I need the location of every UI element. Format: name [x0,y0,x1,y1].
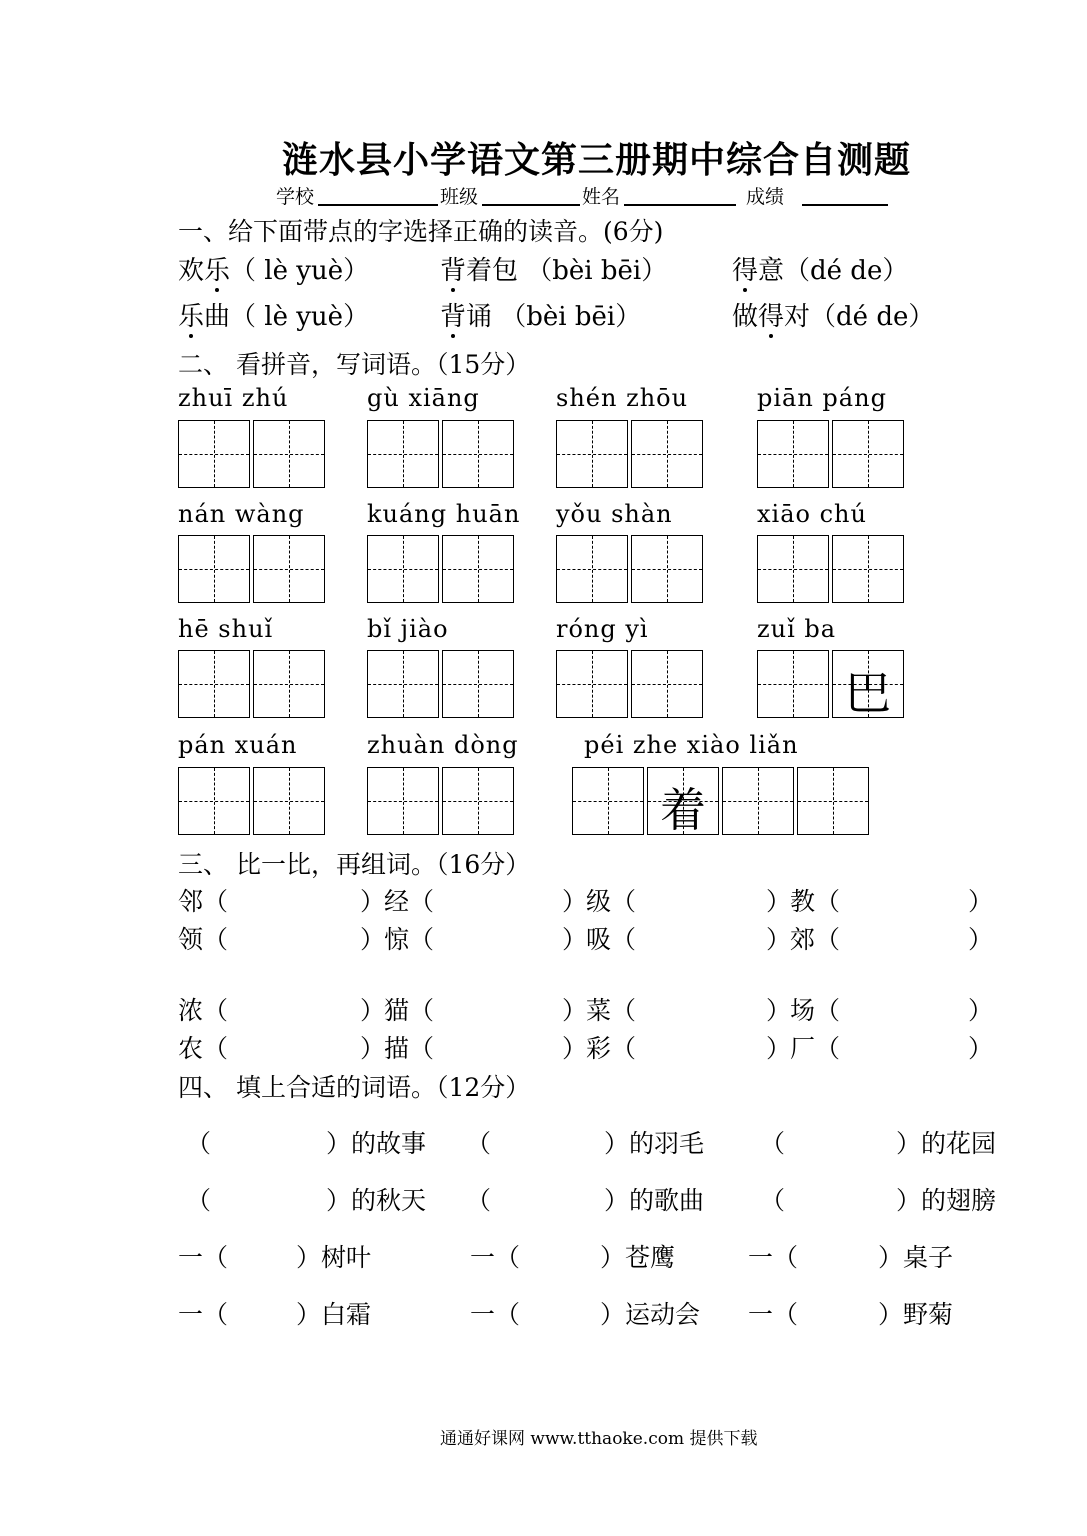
fill-phrase: ）的翅膀 [896,1186,997,1215]
writing-box[interactable] [631,420,703,488]
word-blank[interactable] [846,991,956,1021]
school-blank[interactable] [318,204,438,206]
word-blank[interactable] [440,882,550,912]
tianzige-group [556,535,706,603]
compare-char: 描（ [384,1034,435,1063]
close-paren: ） [766,887,792,916]
fill-blank[interactable] [218,1238,292,1268]
fill-blank[interactable] [506,1181,600,1211]
writing-box[interactable] [832,420,904,488]
pinyin-label: pán xuán [178,731,298,759]
tianzige-group [178,420,328,488]
word-blank[interactable] [846,920,956,950]
fill-phrase: ）的秋天 [326,1186,427,1215]
fill-phrase: ）运动会 [600,1300,701,1329]
fill-phrase: ）桌子 [878,1243,954,1272]
word-blank[interactable] [440,991,550,1021]
writing-box[interactable] [367,420,439,488]
fill-blank[interactable] [510,1295,596,1325]
pinyin-label: bǐ jiào [367,615,449,643]
item-text: 欢 [178,256,205,286]
word-blank[interactable] [440,920,550,950]
pinyin-label: róng yì [556,615,649,643]
given-char: 着 [660,783,706,837]
name-label: 姓名 [582,186,621,208]
fill-blank[interactable] [788,1238,874,1268]
close-paren: ） [562,925,588,954]
tianzige-group [178,650,328,718]
fill-phrase: ）野菊 [878,1300,954,1329]
tianzige-group [367,420,517,488]
score-label: 成绩 [746,186,785,208]
close-paren: ） [360,1034,386,1063]
writing-box[interactable] [253,420,325,488]
word-blank[interactable] [846,882,956,912]
reading-options[interactable]: （ lè yuè） [230,256,370,286]
section1-heading: 一、给下面带点的字选择正确的读音。(6分) [178,217,664,246]
writing-box[interactable] [367,767,439,835]
section4-heading: 四、 填上合适的词语。（12分） [178,1073,531,1102]
section3-heading: 三、 比一比，再组词。（16分） [178,850,531,879]
tianzige-group [757,535,907,603]
word-blank[interactable] [642,920,752,950]
writing-box[interactable] [367,535,439,603]
reading-options[interactable]: 对（dé de） [784,302,935,332]
word-blank[interactable] [234,882,344,912]
given-char: 巴 [845,666,891,720]
word-blank[interactable] [234,991,344,1021]
writing-box[interactable] [722,767,794,835]
compare-char: 领（ [178,925,229,954]
pinyin-label: xiāo chú [757,500,867,528]
compare-char: 菜（ [586,996,637,1025]
fill-blank[interactable] [226,1181,322,1211]
close-paren: ） [968,887,994,916]
compare-char: 惊（ [384,925,435,954]
fill-phrase: ）的羽毛 [604,1129,705,1158]
close-paren: ） [766,1034,792,1063]
pinyin-label: gù xiāng [367,384,480,412]
reading-item [440,296,641,333]
tianzige-group [367,535,517,603]
compare-char: 教（ [790,887,841,916]
writing-box[interactable] [631,535,703,603]
open-paren: 一（ [178,1243,229,1272]
fill-blank[interactable] [226,1124,322,1154]
page-title: 涟水县小学语文第三册期中综合自测题 [282,140,912,181]
fill-phrase: ）树叶 [296,1243,372,1272]
open-paren: 一（ [748,1300,799,1329]
fill-blank[interactable] [800,1181,892,1211]
tianzige-group [757,650,907,718]
compare-char: 经（ [384,887,435,916]
writing-box[interactable] [797,767,869,835]
writing-box[interactable] [178,420,250,488]
tianzige-group [556,420,706,488]
reading-options[interactable]: 曲（ lè yuè） [204,302,370,332]
tianzige-group [178,535,328,603]
word-blank[interactable] [642,882,752,912]
writing-box[interactable] [647,767,719,835]
fill-blank[interactable] [800,1124,892,1154]
pinyin-label: shén zhōu [556,384,689,412]
dotted-char: 背 [440,302,467,332]
writing-box[interactable] [442,767,514,835]
school-label: 学校 [276,186,315,208]
tianzige-group [556,650,706,718]
close-paren: ） [360,925,386,954]
reading-item [178,250,369,287]
pinyin-label: piān páng [757,384,887,412]
dotted-char: 得 [732,256,759,286]
tianzige-group [178,767,328,835]
pinyin-label: nán wàng [178,500,305,528]
writing-box[interactable] [556,650,628,718]
close-paren: ） [360,887,386,916]
writing-box[interactable] [178,650,250,718]
footer-credit: 通通好课网 www.tthaoke.com 提供下载 [440,1429,758,1449]
open-paren: （ [466,1186,492,1215]
fill-blank[interactable] [506,1124,600,1154]
dotted-char: 乐 [178,302,205,332]
compare-char: 浓（ [178,996,229,1025]
open-paren: （ [186,1186,212,1215]
reading-item [440,250,667,287]
pinyin-label: hē shuǐ [178,615,274,643]
writing-box[interactable] [556,420,628,488]
writing-box[interactable] [442,535,514,603]
compare-char: 吸（ [586,925,637,954]
writing-box[interactable] [757,535,829,603]
word-blank[interactable] [440,1029,550,1059]
pinyin-label: zhuàn dòng [367,731,519,759]
close-paren: ） [360,996,386,1025]
fill-phrase: ）白霜 [296,1300,372,1329]
tianzige-group [367,650,517,718]
dotted-char: 得 [758,302,785,332]
close-paren: ） [968,996,994,1025]
reading-item [178,296,369,333]
open-paren: 一（ [470,1300,521,1329]
fill-blank[interactable] [788,1295,874,1325]
writing-box[interactable] [832,650,904,718]
writing-box[interactable] [832,535,904,603]
open-paren: （ [186,1129,212,1158]
reading-options[interactable]: 诵 （bèi bēi） [466,302,642,332]
word-blank[interactable] [234,1029,344,1059]
writing-box[interactable] [757,650,829,718]
word-blank[interactable] [846,1029,956,1059]
writing-box[interactable] [178,767,250,835]
writing-box[interactable] [367,650,439,718]
tianzige-group [572,767,872,835]
compare-char: 邻（ [178,887,229,916]
writing-box[interactable] [572,767,644,835]
writing-box[interactable] [757,420,829,488]
fill-phrase: ）的故事 [326,1129,427,1158]
pinyin-label: zuǐ ba [757,615,837,643]
compare-char: 农（ [178,1034,229,1063]
fill-phrase: ）的歌曲 [604,1186,705,1215]
pinyin-label: kuáng huān [367,500,521,528]
compare-char: 场（ [790,996,841,1025]
writing-box[interactable] [253,650,325,718]
open-paren: 一（ [178,1300,229,1329]
pinyin-label: yǒu shàn [556,500,673,528]
close-paren: ） [968,1034,994,1063]
compare-char: 猫（ [384,996,435,1025]
close-paren: ） [766,996,792,1025]
class-label: 班级 [440,186,479,208]
compare-char: 级（ [586,887,637,916]
close-paren: ） [562,887,588,916]
close-paren: ） [562,1034,588,1063]
close-paren: ） [766,925,792,954]
name-blank[interactable] [624,204,736,206]
writing-box[interactable] [442,650,514,718]
writing-box[interactable] [253,767,325,835]
section2-heading: 二、 看拼音，写词语。（15分） [178,350,531,379]
writing-box[interactable] [253,535,325,603]
tianzige-group [367,767,517,835]
word-blank[interactable] [234,920,344,950]
open-paren: （ [760,1186,786,1215]
dotted-char: 背 [440,256,467,286]
word-blank[interactable] [642,991,752,1021]
fill-phrase: ）的花园 [896,1129,997,1158]
reading-options[interactable]: 意（dé de） [758,256,909,286]
tianzige-group [757,420,907,488]
open-paren: （ [466,1129,492,1158]
fill-blank[interactable] [218,1295,292,1325]
compare-char: 厂（ [790,1034,841,1063]
open-paren: 一（ [748,1243,799,1272]
dotted-char: 乐 [204,256,231,286]
pinyin-label: péi zhe xiào liǎn [584,731,799,759]
reading-options[interactable]: 着包 （bèi bēi） [466,256,668,286]
writing-box[interactable] [556,535,628,603]
writing-box[interactable] [178,535,250,603]
compare-char: 郊（ [790,925,841,954]
fill-blank[interactable] [510,1238,596,1268]
word-blank[interactable] [642,1029,752,1059]
open-paren: （ [760,1129,786,1158]
reading-item [732,296,934,333]
writing-box[interactable] [631,650,703,718]
class-blank[interactable] [482,204,580,206]
item-text: 做 [732,302,759,332]
fill-phrase: ）苍鹰 [600,1243,676,1272]
reading-item [732,250,908,287]
open-paren: 一（ [470,1243,521,1272]
close-paren: ） [968,925,994,954]
compare-char: 彩（ [586,1034,637,1063]
close-paren: ） [562,996,588,1025]
writing-box[interactable] [442,420,514,488]
pinyin-label: zhuī zhú [178,384,289,412]
score-blank[interactable] [802,204,888,206]
